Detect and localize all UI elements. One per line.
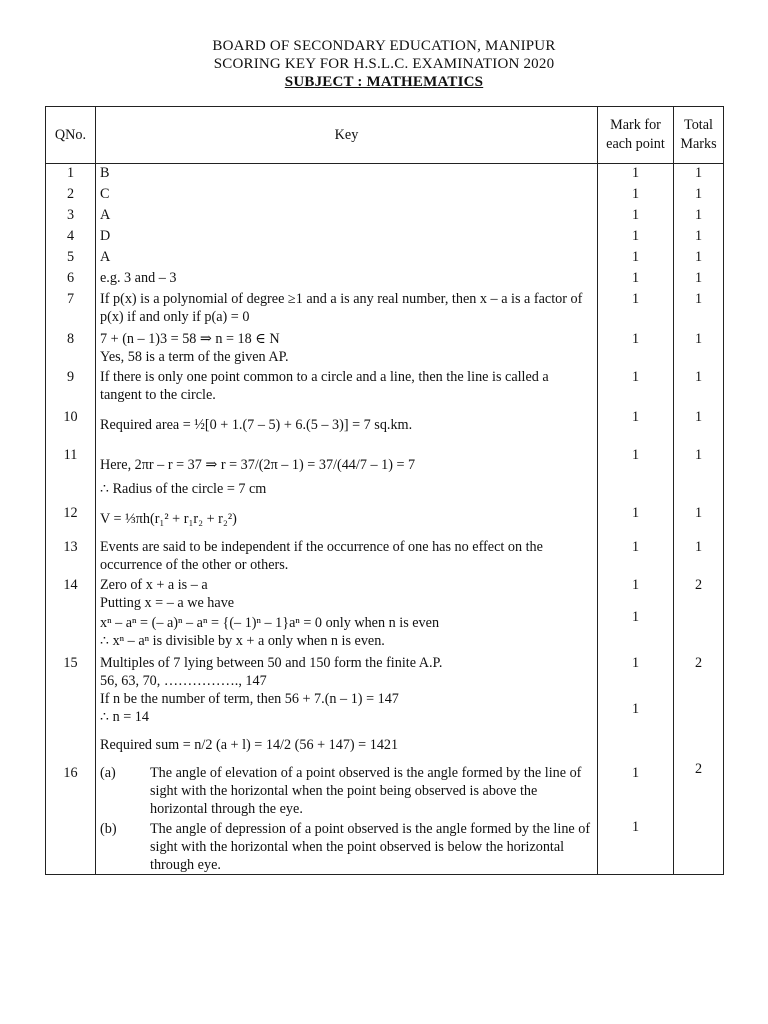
- key-line: ∴ Radius of the circle = 7 cm: [100, 480, 267, 497]
- mark-point: 1: [631, 764, 640, 781]
- key-line: 7 + (n – 1)3 = 58 ⇒ n = 18 ∈ N: [100, 330, 280, 347]
- part-a-label: (a): [100, 764, 116, 781]
- mark-cell: 1: [598, 164, 674, 185]
- qno-cell: 10: [46, 408, 96, 446]
- key-cell: V = ⅓πh(r₁² + r₁r₂ + r₂²): [96, 504, 598, 538]
- key-line: Here, 2πr – r = 37 ⇒ r = 37/(2π – 1) = 37/(44/7 – 1) = 7: [100, 456, 416, 473]
- key-line: ∴ n = 14: [100, 708, 149, 725]
- qno-cell: 1: [46, 164, 96, 185]
- qno-cell: 13: [46, 538, 96, 576]
- qno-cell: 12: [46, 504, 96, 538]
- mark-point: 1: [631, 818, 640, 835]
- key-cell: [96, 760, 598, 875]
- mark-point: 1: [631, 700, 640, 717]
- qno-cell: 9: [46, 368, 96, 408]
- key-cell: A: [96, 206, 598, 227]
- subject-title: SUBJECT : MATHEMATICS: [284, 74, 484, 90]
- key-cell: D: [96, 227, 598, 248]
- mark-cell: 1: [598, 330, 674, 368]
- table-row: [46, 330, 724, 368]
- table-row: [46, 290, 724, 330]
- key-cell: B: [96, 164, 598, 185]
- table-row: [46, 206, 724, 227]
- key-cell: C: [96, 185, 598, 206]
- qno-cell: 14: [46, 576, 96, 654]
- mark-cell: 1: [598, 248, 674, 269]
- total-cell: 1: [674, 185, 724, 206]
- key-cell: Required area = ½[0 + 1.(7 – 5) + 6.(5 – 3)] = 7 sq.km.: [96, 408, 598, 446]
- table-row: [46, 760, 724, 875]
- qno-header: QNo.: [46, 107, 96, 164]
- total-cell: 1: [674, 227, 724, 248]
- mark-each-header: Mark for each point: [598, 107, 674, 164]
- total-marks-header: Total Marks: [674, 107, 724, 164]
- mark-cell: 1: [598, 368, 674, 408]
- table-row: [46, 227, 724, 248]
- key-cell: [96, 330, 598, 368]
- table-row: [46, 185, 724, 206]
- table-row: [46, 538, 724, 576]
- key-line: Putting x = – a we have: [100, 594, 235, 611]
- table-row: [46, 269, 724, 290]
- table-row: [46, 504, 724, 538]
- mark-cell: 1: [598, 206, 674, 227]
- key-line: If n be the number of term, then 56 + 7.(n – 1) = 147: [100, 690, 399, 707]
- qno-cell: 15: [46, 654, 96, 760]
- mark-cell: [598, 654, 674, 760]
- key-line: 56, 63, 70, ……………., 147: [100, 672, 267, 689]
- total-cell: 1: [674, 248, 724, 269]
- part-a: [100, 764, 593, 818]
- qno-cell: 7: [46, 290, 96, 330]
- key-line: Multiples of 7 lying between 50 and 150 form the finite A.P.: [100, 654, 443, 671]
- total-cell: 1: [674, 330, 724, 368]
- qno-cell: 2: [46, 185, 96, 206]
- mark-cell: 1: [598, 504, 674, 538]
- table-row: [46, 164, 724, 185]
- key-line: Zero of x + a is – a: [100, 576, 208, 593]
- key-cell: If there is only one point common to a circle and a line, then the line is called a tangent to the circle.: [96, 368, 598, 408]
- key-cell: Events are said to be independent if the occurrence of one has no effect on the occurrence of the other or others.: [96, 538, 598, 576]
- mark-cell: 1: [598, 269, 674, 290]
- mark-cell: 1: [598, 538, 674, 576]
- mark-cell: 1: [598, 185, 674, 206]
- total-cell: 1: [674, 164, 724, 185]
- qno-cell: 11: [46, 446, 96, 504]
- key-cell: If p(x) is a polynomial of degree ≥1 and a is any real number, then x – a is a factor of p(x) if and only if p(a) = 0: [96, 290, 598, 330]
- total-cell: 1: [674, 504, 724, 538]
- table-row: [46, 446, 724, 504]
- table-row: [46, 654, 724, 760]
- total-cell: 1: [674, 206, 724, 227]
- key-cell: A: [96, 248, 598, 269]
- key-line: Yes, 58 is a term of the given AP.: [100, 348, 289, 365]
- total-cell: 2: [674, 654, 724, 760]
- part-b-label: (b): [100, 820, 117, 837]
- table-row: [46, 368, 724, 408]
- mark-cell: [598, 760, 674, 875]
- part-b: [100, 820, 593, 874]
- total-cell: 1: [674, 408, 724, 446]
- key-cell: [96, 576, 598, 654]
- qno-cell: 6: [46, 269, 96, 290]
- key-header: Key: [96, 107, 598, 164]
- total-cell: 1: [674, 446, 724, 504]
- key-line: Required sum = n/2 (a + l) = 14/2 (56 + 147) = 1421: [100, 736, 399, 753]
- part-b-text: The angle of depression of a point observed is the angle formed by the line of sight with the horizontal when the point observed is below the horizontal through eye.: [150, 820, 591, 873]
- total-cell: 2: [674, 760, 724, 875]
- key-line: ∴ xⁿ – aⁿ is divisible by x + a only when n is even.: [100, 632, 385, 649]
- mark-cell: 1: [598, 290, 674, 330]
- qno-cell: 8: [46, 330, 96, 368]
- qno-cell: 5: [46, 248, 96, 269]
- table-row: [46, 248, 724, 269]
- qno-cell: 3: [46, 206, 96, 227]
- mark-point: 1: [631, 654, 640, 671]
- scoring-key-table: [45, 106, 724, 875]
- mark-cell: 1: [598, 408, 674, 446]
- mark-cell: 1: [598, 446, 674, 504]
- total-cell: 1: [674, 290, 724, 330]
- key-cell: [96, 446, 598, 504]
- table-row: [46, 576, 724, 654]
- board-title: BOARD OF SECONDARY EDUCATION, MANIPUR: [212, 38, 556, 54]
- key-cell: e.g. 3 and – 3: [96, 269, 598, 290]
- key-line: xⁿ – aⁿ = (– a)ⁿ – aⁿ = {(– 1)ⁿ – 1}aⁿ = 0 only when n is even: [100, 614, 440, 631]
- total-cell: 1: [674, 538, 724, 576]
- table-header-row: [46, 107, 724, 164]
- qno-cell: 4: [46, 227, 96, 248]
- total-cell: 2: [674, 576, 724, 654]
- key-cell: [96, 654, 598, 760]
- part-a-text: The angle of elevation of a point observed is the angle formed by the line of sight with the horizontal when the point being observed is above the horizontal through the eye.: [150, 764, 582, 817]
- table-row: [46, 408, 724, 446]
- mark-cell: 1: [598, 227, 674, 248]
- mark-cell: [598, 576, 674, 654]
- mark-point: 1: [631, 576, 640, 593]
- total-cell: 1: [674, 368, 724, 408]
- qno-cell: 16: [46, 760, 96, 875]
- total-cell: 1: [674, 269, 724, 290]
- exam-title: SCORING KEY FOR H.S.L.C. EXAMINATION 2020: [213, 56, 555, 72]
- mark-point: 1: [631, 608, 640, 625]
